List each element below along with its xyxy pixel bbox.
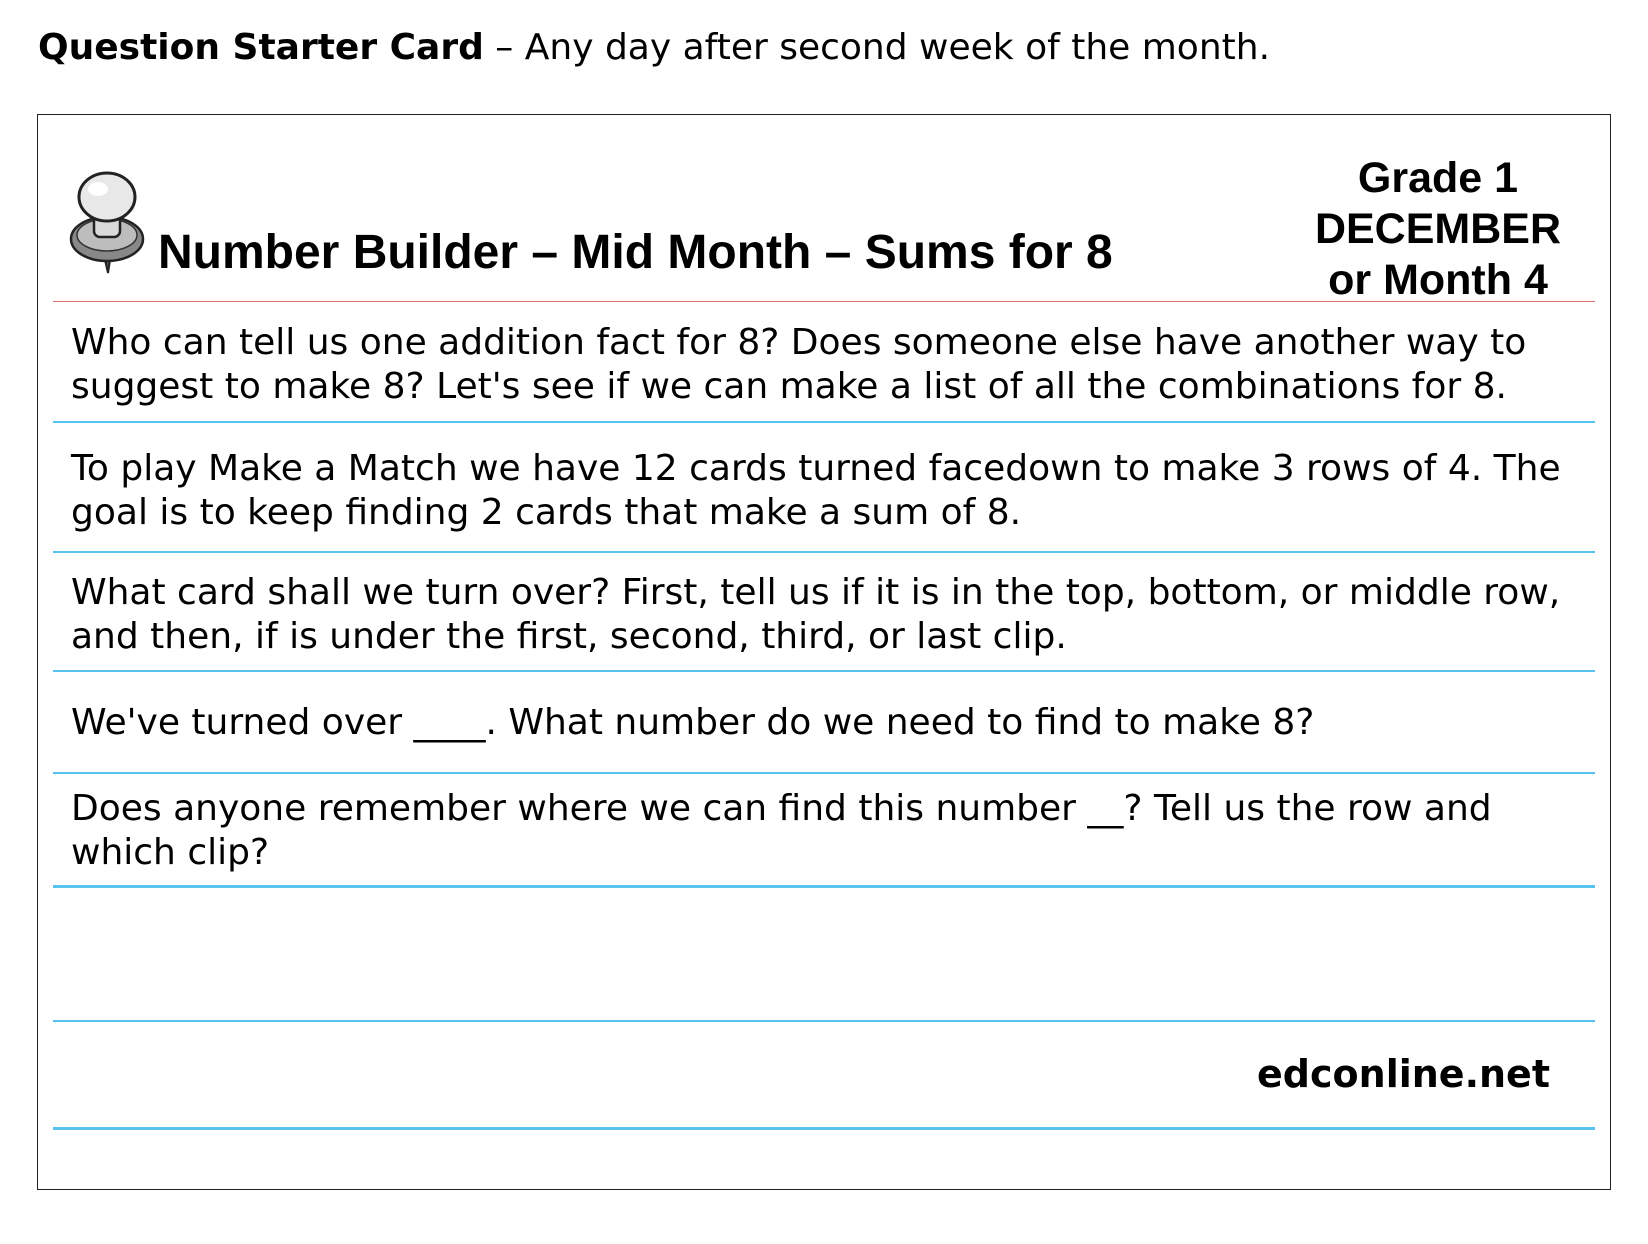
question-card [37, 114, 1611, 1190]
line-rule [53, 670, 1595, 672]
line-rule [53, 885, 1595, 888]
line-rule [53, 772, 1595, 774]
question-line: To play Make a Match we have 12 cards turned facedown to make 3 rows of 4. The goal is to keep finding 2 cards that make a sum of 8. [71, 448, 1561, 533]
pushpin-icon [68, 169, 146, 279]
footer-url: edconline.net [1257, 1052, 1550, 1096]
card-title: Number Builder – Mid Month – Sums for 8 [158, 226, 1113, 279]
line-rule [53, 1020, 1595, 1022]
grade-block [1313, 153, 1563, 306]
line-rule [53, 1127, 1595, 1130]
page-header [38, 22, 1270, 74]
month-alt-label: or Month 4 [1328, 256, 1548, 304]
question-line: We've turned over ____. What number do we need to find to make 8? [71, 702, 1315, 743]
line-rule [53, 421, 1595, 423]
page-title: Question Starter Card [38, 27, 484, 68]
page-subtitle: – Any day after second week of the month. [483, 27, 1271, 68]
grade-label: Grade 1 [1357, 154, 1519, 202]
title-rule [53, 301, 1595, 302]
question-line: Who can tell us one addition fact for 8? Does someone else have another way to suggest to make 8? Let's see if we can make a list of all the combinations for 8. [71, 322, 1527, 407]
question-line: Does anyone remember where we can find this number __? Tell us the row and which clip? [71, 788, 1492, 873]
question-line: What card shall we turn over? First, tell us if it is in the top, bottom, or middle row, and then, if is under the first, second, third, or last clip. [71, 572, 1561, 657]
month-label: DECEMBER [1314, 205, 1562, 253]
line-rule [53, 551, 1595, 553]
